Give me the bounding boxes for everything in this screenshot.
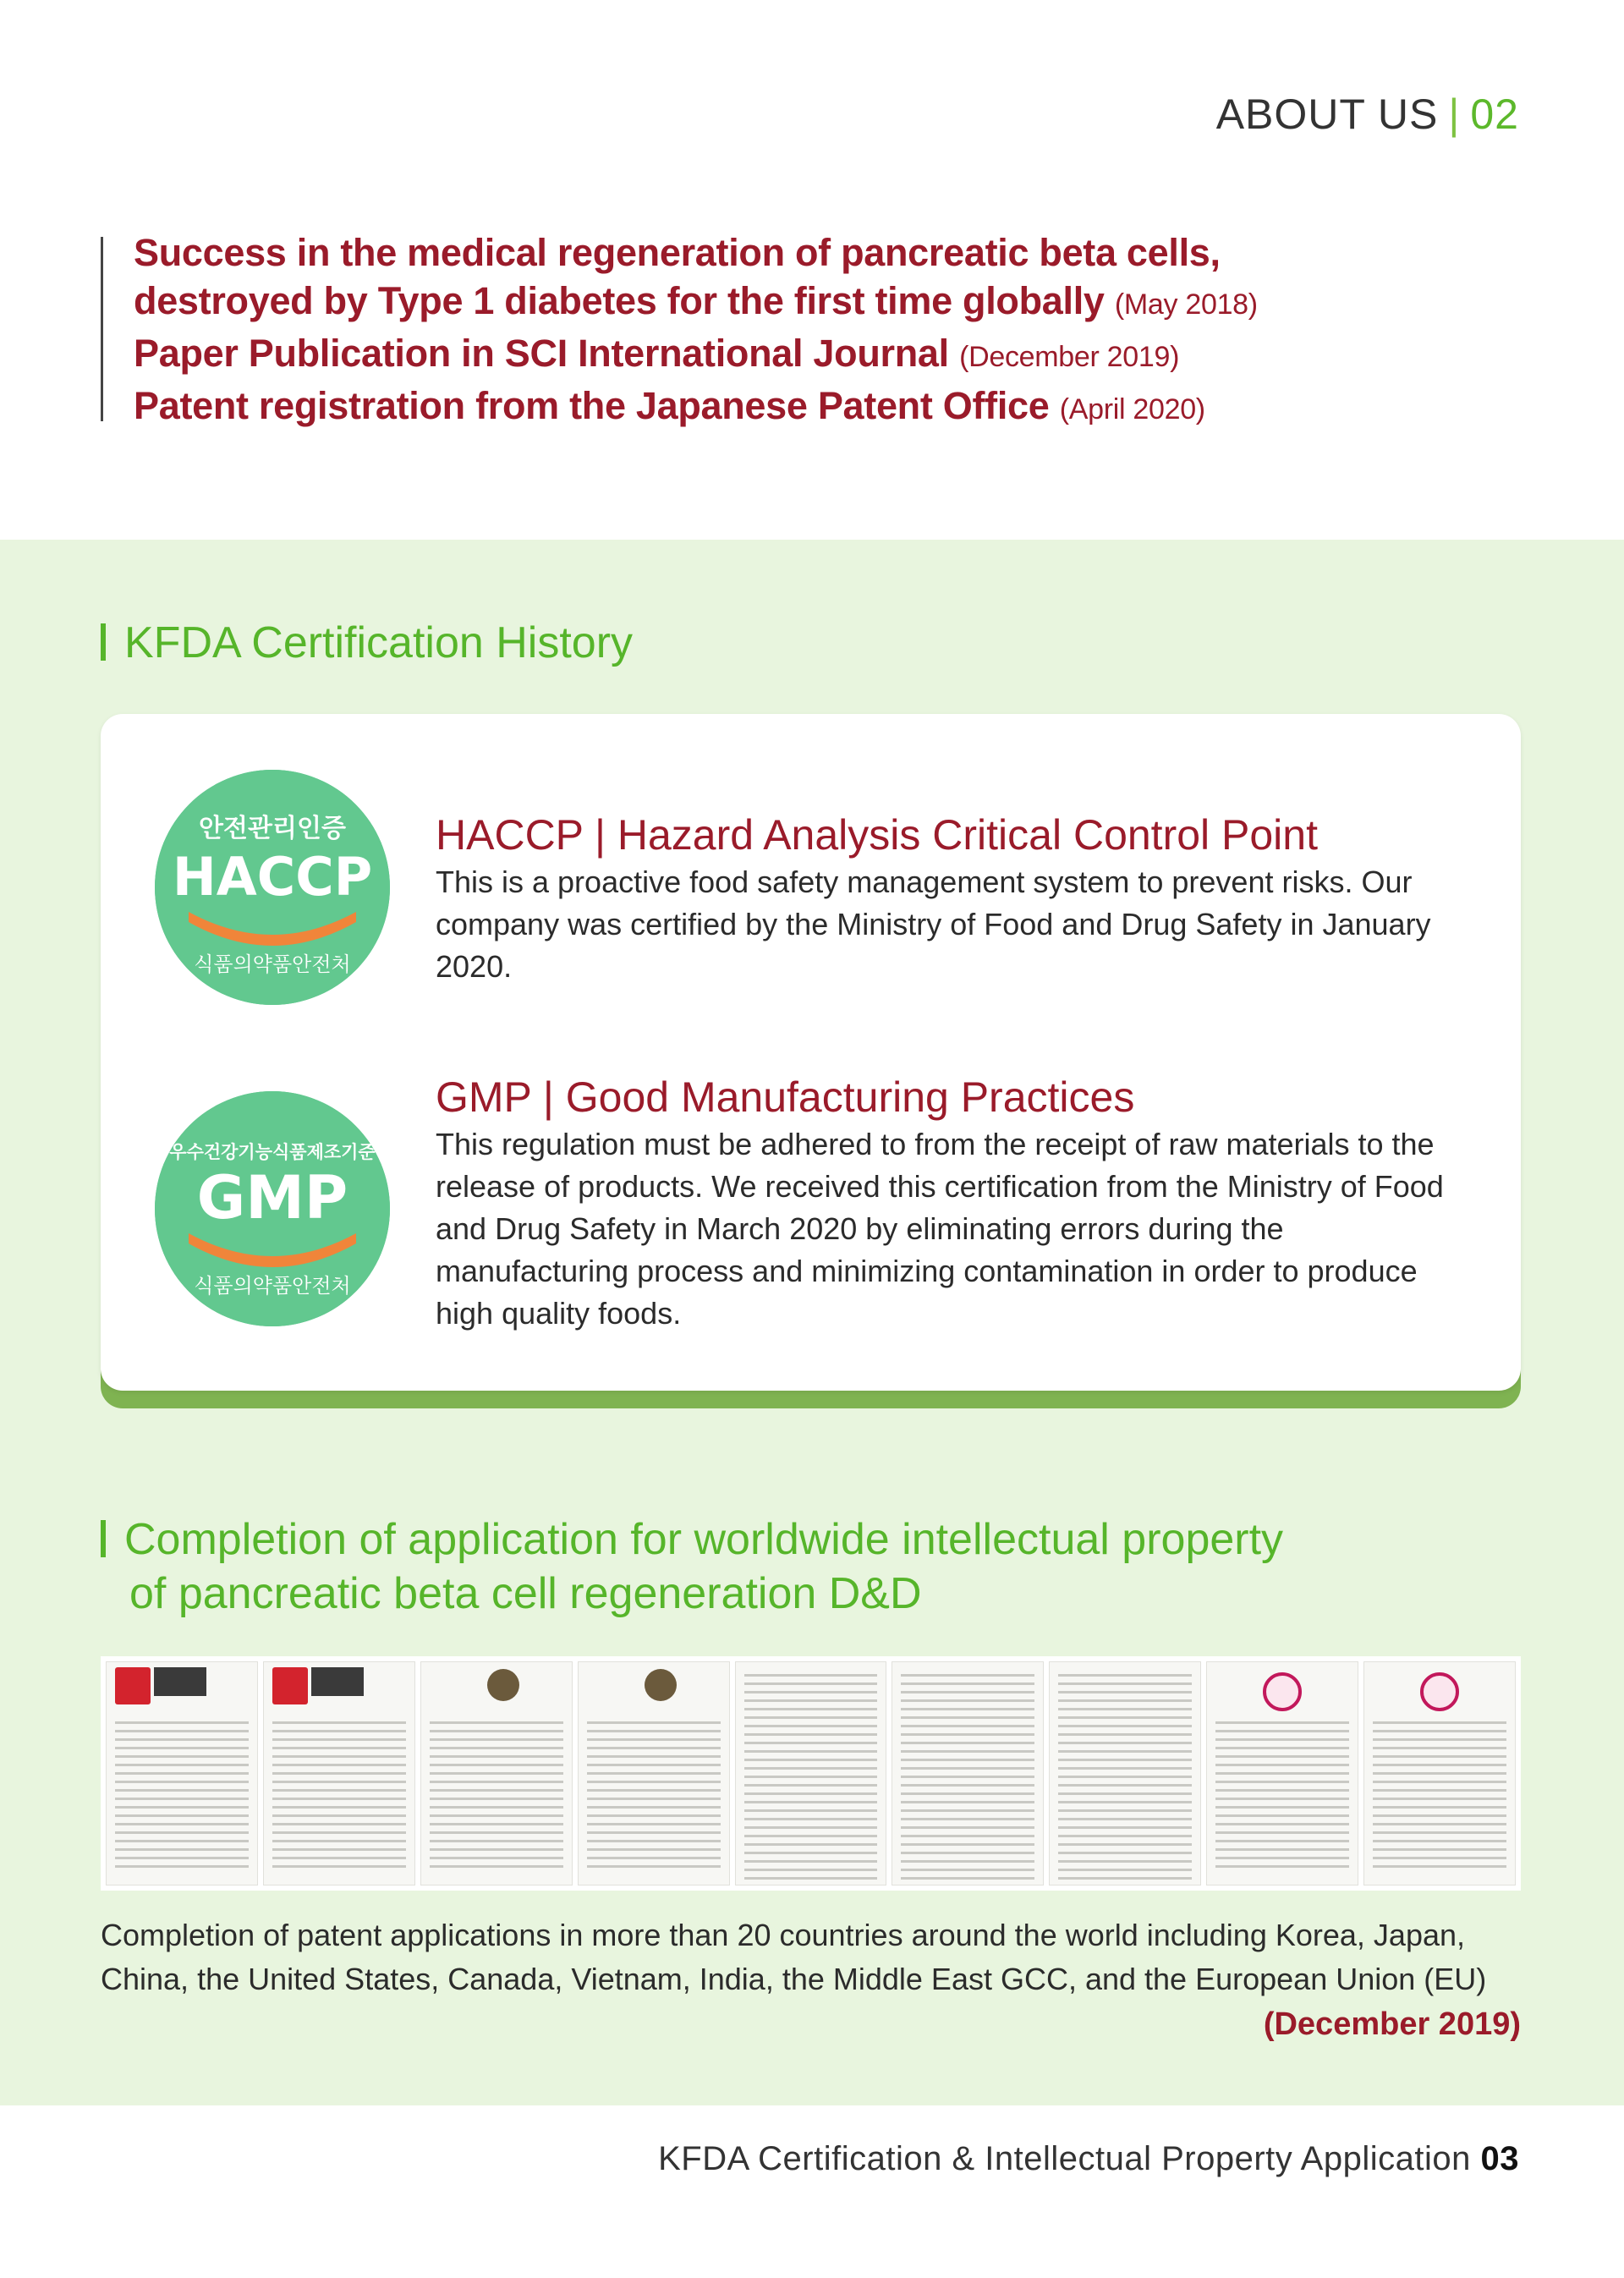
title-bar [101, 1520, 106, 1557]
ip-section-title [101, 1514, 1283, 1565]
highlight-line [134, 381, 1402, 434]
section-label: ABOUT US [1215, 91, 1439, 138]
kfda-title-text: KFDA Certification History [124, 618, 634, 667]
badge-main-text: HACCP [172, 846, 373, 908]
highlights-block [134, 228, 1402, 434]
haccp-description: This is a proactive food safety management system to prevent risks. Our company was certified by the Ministry of Food and Drug Safety in January 2020. [436, 865, 1431, 984]
highlight-date: (April 2020) [1059, 393, 1205, 425]
epo-wordmark-icon [311, 1667, 364, 1696]
footer-label: KFDA Certification & Intellectual Property Application [658, 2140, 1471, 2177]
highlight-text: Patent registration from the Japanese Patent Office [134, 384, 1050, 427]
badge-bottom-text: 식품의약품안전처 [194, 1274, 351, 1298]
haccp-title: HACCP | Hazard Analysis Critical Control Point [436, 811, 1318, 859]
ip-title-line1: Completion of application for worldwide intellectual property [124, 1515, 1284, 1564]
badge-top-text: 우수건강기능식품제조기준 [169, 1142, 376, 1162]
highlight-date: (December 2019) [959, 341, 1180, 373]
epo-logo-icon [272, 1667, 308, 1704]
patent-document [735, 1661, 887, 1886]
patent-document [1206, 1661, 1358, 1886]
page-footer [658, 2140, 1519, 2178]
highlight-line [134, 277, 1402, 329]
epo-logo-icon [115, 1667, 151, 1704]
kfda-section-title [101, 618, 633, 668]
gmp-badge-icon [155, 1091, 390, 1326]
patent-document [420, 1661, 573, 1886]
patent-document [263, 1661, 415, 1886]
footer-page-number: 03 [1480, 2140, 1519, 2177]
gmp-title: GMP | Good Manufacturing Practices [436, 1073, 1135, 1121]
highlight-text: Paper Publication in SCI International Journal [134, 332, 949, 375]
page-section-header [1216, 90, 1519, 139]
highlight-text: destroyed by Type 1 diabetes for the first time globally [134, 279, 1105, 322]
emblem-icon [487, 1669, 519, 1701]
badge-bottom-text: 식품의약품안전처 [194, 952, 351, 976]
ip-section-title-line2: of pancreatic beta cell regeneration D&D [129, 1569, 922, 1618]
patent-document [106, 1661, 258, 1886]
highlight-text: Success in the medical regeneration of pancreatic beta cells, [134, 231, 1221, 274]
header-page-number: 02 [1470, 91, 1519, 138]
seal-icon [1263, 1672, 1302, 1711]
highlight-date: (May 2018) [1114, 288, 1258, 321]
epo-wordmark-icon [154, 1667, 206, 1696]
title-bar [101, 623, 106, 661]
highlight-rule [101, 237, 103, 421]
patent-document [1049, 1661, 1201, 1886]
patent-document [578, 1661, 730, 1886]
header-separator: | [1448, 91, 1461, 138]
highlight-line [134, 228, 1402, 277]
seal-icon [1420, 1672, 1459, 1711]
patent-document [1363, 1661, 1516, 1886]
badge-main-text: GMP [196, 1163, 348, 1232]
patent-document [892, 1661, 1044, 1886]
emblem-icon [645, 1669, 677, 1701]
badge-top-text: 안전관리인증 [199, 814, 346, 843]
patent-date: (December 2019) [1263, 2006, 1521, 2042]
haccp-badge-icon [155, 770, 390, 1005]
highlight-line [134, 329, 1402, 381]
patent-documents-strip [101, 1656, 1521, 1891]
gmp-description: This regulation must be adhered to from the receipt of raw materials to the release of products. We received this certification from the Ministry of Food and Drug Safety in March 2020 by eliminating errors during the manufacturing process and minimizing contamination in order to produce high quality foods. [436, 1127, 1444, 1331]
patent-description: Completion of patent applications in more than 20 countries around the world including Korea, Japan, China, the United States, Canada, Vietnam, India, the Middle East GCC, and the European Union (EU) [101, 1918, 1487, 1996]
